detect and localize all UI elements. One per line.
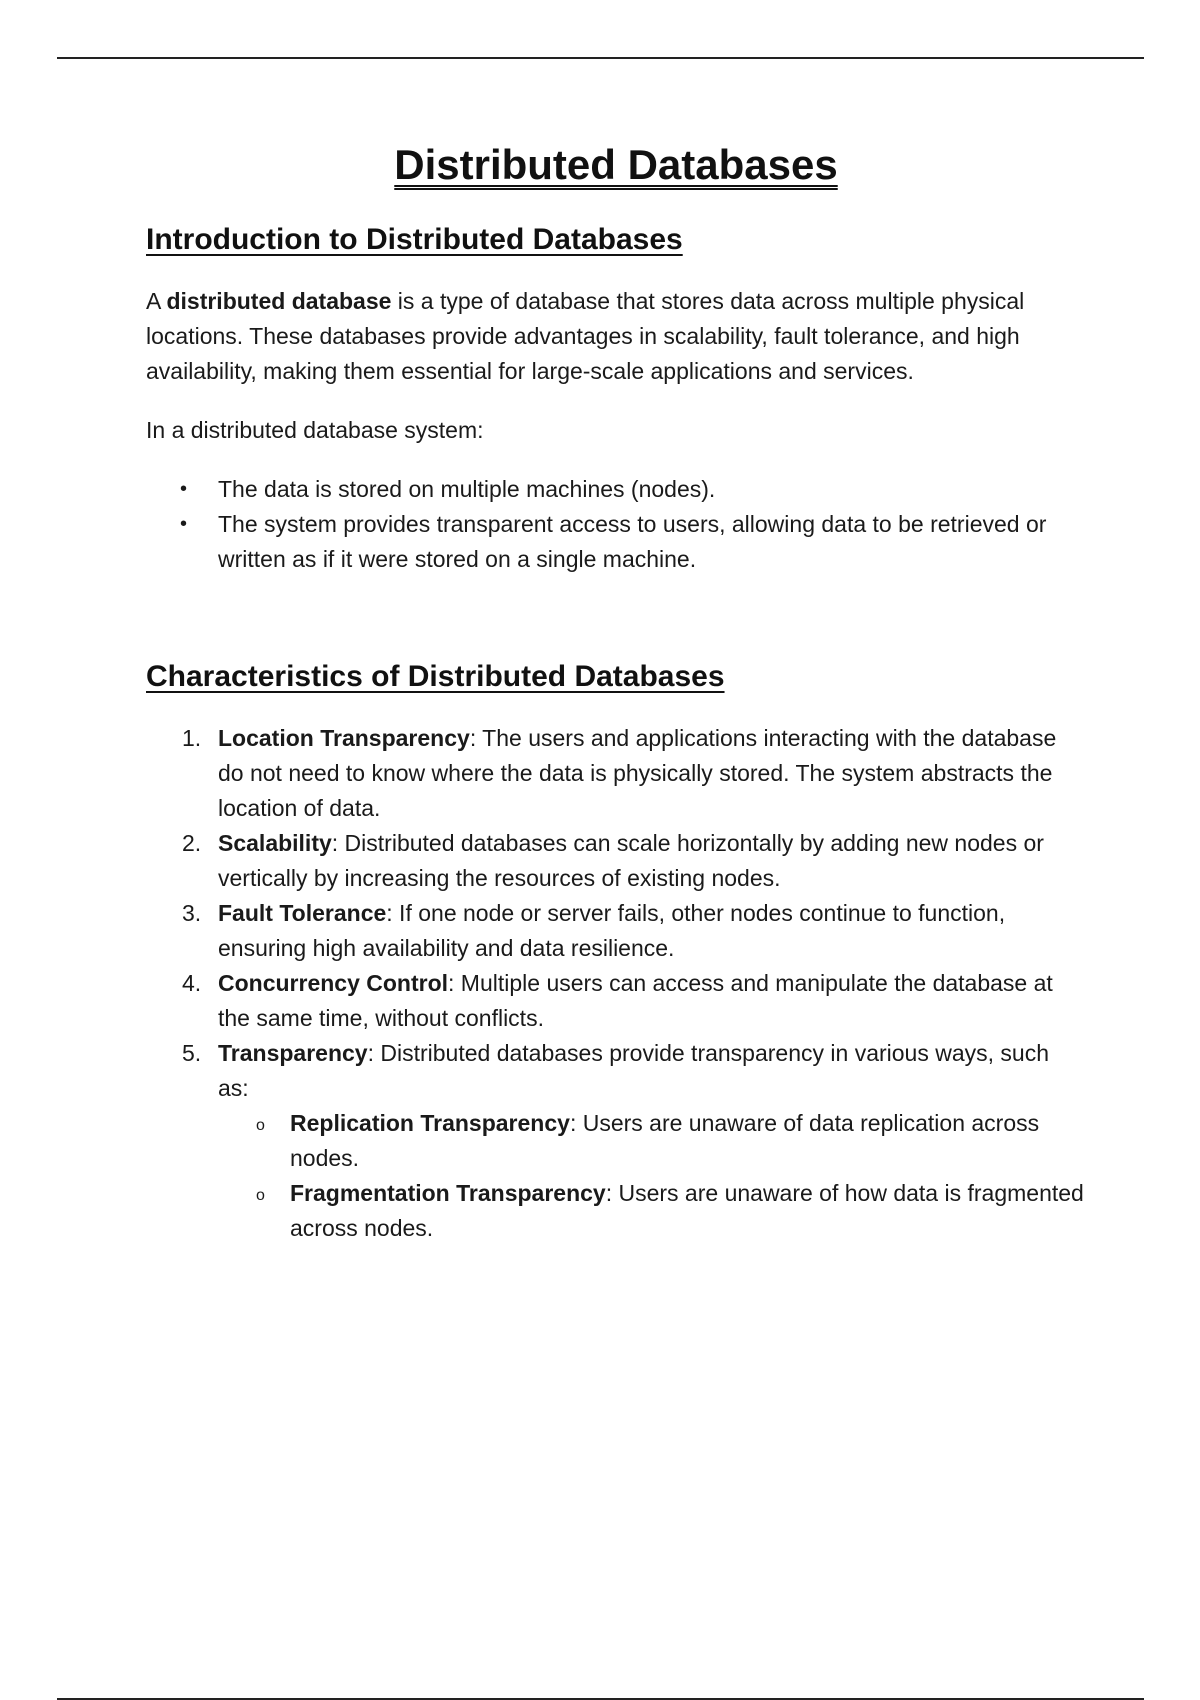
list-item <box>146 507 1086 577</box>
item-description: : Distributed databases provide transparency in various ways, such as: <box>218 1040 1049 1102</box>
sub-item-term: Fragmentation Transparency <box>290 1180 606 1207</box>
list-item <box>146 826 1086 896</box>
intro-heading-text: Introduction to Distributed Databases <box>146 223 683 257</box>
item-term: Scalability <box>218 830 332 857</box>
intro-heading <box>146 222 1086 258</box>
sub-bullet-marker: o <box>256 1187 265 1205</box>
list-item <box>146 896 1086 966</box>
item-description: : The users and applications interacting with the database do not need to know where the data is physically stored. The system abstracts the location of data. <box>218 725 1057 822</box>
intro-paragraph-prefix: A <box>146 288 167 315</box>
item-term: Transparency <box>218 1040 368 1067</box>
intro-paragraph <box>146 284 1086 389</box>
list-item <box>218 1176 1086 1246</box>
item-number: 4. <box>182 970 202 997</box>
section-spacer <box>146 577 1086 659</box>
bullet-text: The system provides transparent access to users, allowing data to be retrieved or written as if it were stored on a single machine. <box>218 511 1047 573</box>
list-item <box>146 1036 1086 1246</box>
list-item <box>146 721 1086 826</box>
characteristics-list <box>146 721 1086 1246</box>
list-item <box>146 966 1086 1036</box>
sub-item-description: : Users are unaware of data replication across nodes. <box>290 1110 1040 1172</box>
header-rule <box>57 57 1144 59</box>
transparency-sub-list <box>218 1106 1086 1246</box>
item-description: : Distributed databases can scale horizontally by adding new nodes or vertically by increasing the resources of existing nodes. <box>218 830 1044 892</box>
intro-paragraph-bold-term: distributed database <box>166 288 392 315</box>
intro-paragraph-rest: is a type of database that stores data across multiple physical locations. These databases provide advantages in scalability, fault tolerance, and high availability, making them essential for large-scale applications and services. <box>146 288 1025 385</box>
item-term: Location Transparency <box>218 725 470 752</box>
sub-item-description: : Users are unaware of how data is fragmented across nodes. <box>290 1180 1084 1242</box>
item-term: Concurrency Control <box>218 970 449 997</box>
bullet-marker: • <box>180 513 188 536</box>
item-description: : If one node or server fails, other nodes continue to function, ensuring high availability and data resilience. <box>218 900 1006 962</box>
item-description: : Multiple users can access and manipulate the database at the same time, without conflicts. <box>218 970 1053 1032</box>
sub-item-term: Replication Transparency <box>290 1110 570 1137</box>
document-title <box>146 140 1086 190</box>
item-number: 2. <box>182 830 202 857</box>
list-item <box>218 1106 1086 1176</box>
characteristics-heading-text: Characteristics of Distributed Databases <box>146 660 725 694</box>
document-title-text: Distributed Databases <box>394 141 838 188</box>
item-number: 5. <box>182 1040 202 1067</box>
characteristics-heading <box>146 659 1086 695</box>
document-body <box>146 140 1086 1246</box>
list-item <box>146 472 1086 507</box>
bullet-text: The data is stored on multiple machines (nodes). <box>218 476 716 503</box>
intro-system-lead: In a distributed database system: <box>146 417 484 444</box>
item-number: 1. <box>182 725 202 752</box>
bullet-marker: • <box>180 478 188 501</box>
item-term: Fault Tolerance <box>218 900 387 927</box>
item-number: 3. <box>182 900 202 927</box>
sub-bullet-marker: o <box>256 1117 265 1135</box>
intro-bullet-list <box>146 472 1086 577</box>
